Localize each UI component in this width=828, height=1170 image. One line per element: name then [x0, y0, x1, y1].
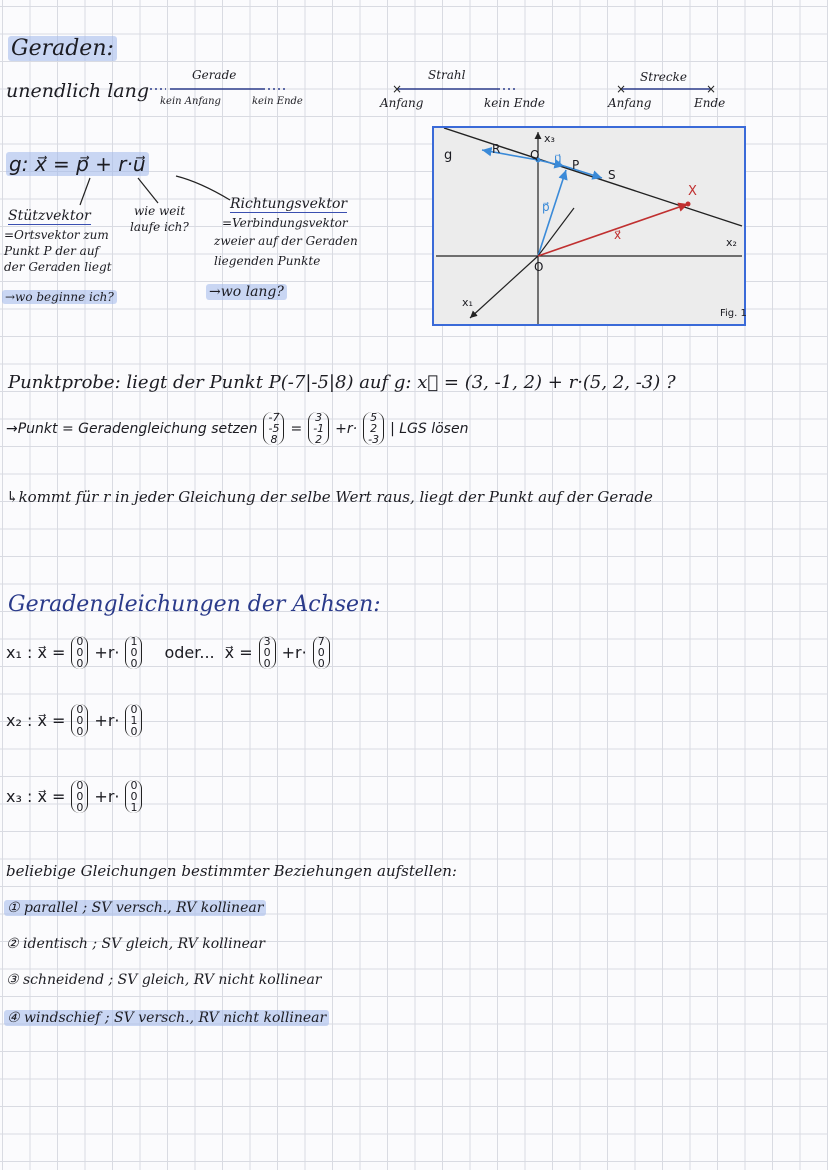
punktprobe-line2-prefix: →Punkt = Geradengleichung setzen — [6, 420, 258, 437]
stuetz-line2: Punkt P der auf — [4, 244, 99, 258]
vector-x — [538, 204, 688, 256]
vector-direction: 5 2 -3 — [363, 412, 384, 445]
label-p: p⃗ — [542, 200, 550, 214]
punktprobe-line3: ↳kommt für r in jeder Gleichung der selbe Wert raus, liegt der Punkt auf der Gerade — [6, 488, 653, 506]
strecke-ende-label: Ende — [694, 96, 726, 110]
strahl-start-cross: × — [392, 82, 403, 96]
figure-caption: Fig. 1 — [720, 308, 747, 319]
strecke-anfang-label: Anfang — [608, 96, 652, 110]
beziehungen-title: beliebige Gleichungen bestimmter Beziehungen aufstellen: — [6, 862, 457, 880]
punktprobe-line2-suffix: | LGS lösen — [390, 420, 469, 437]
connector-richtung — [176, 176, 230, 200]
vector-point: -7 -5 8 — [263, 412, 284, 445]
connector-wieweit — [138, 178, 158, 203]
line-equation: g: x⃗ = p⃗ + r·u⃗ — [6, 152, 149, 176]
label-P: P — [572, 158, 580, 172]
label-x3: x₃ — [544, 132, 555, 145]
unendlich-text: unendlich lang — [6, 80, 149, 102]
label-O: O — [534, 260, 544, 274]
strahl-kein-ende-label: kein Ende — [484, 96, 546, 110]
x2-equation-row: x₂ : x⃗ = 0 0 0 +r· 0 1 0 — [6, 704, 144, 737]
line-g — [444, 128, 742, 226]
label-Q: Q — [530, 148, 540, 162]
label-g: g — [444, 148, 453, 163]
punktprobe-line2: →Punkt = Geradengleichung setzen -7 -5 8 = 3 -1 2 +r· 5 2 -3 | LGS lösen — [6, 411, 469, 446]
richtung-1: Richtungsvektor — [230, 196, 348, 212]
richtung-5: →wo lang? — [206, 284, 287, 300]
richtung-3: zweier auf der Geraden — [214, 234, 358, 248]
x3-equation-row: x₃ : x⃗ = 0 0 0 +r· 0 0 1 — [6, 780, 144, 813]
x1-equation-row: x₁ : x⃗ = 0 0 0 +r· 1 0 0 oder... x⃗ = 3 0 0 +r· 7 0 0 — [6, 636, 332, 669]
helper-line — [538, 208, 574, 256]
label-x2: x₂ — [726, 236, 737, 249]
x1-alt-direction-vector: 7 0 0 — [313, 636, 330, 669]
strecke-label: Strecke — [640, 70, 687, 84]
x3-direction-vector: 0 0 1 — [125, 780, 142, 813]
oder-text: oder... — [164, 643, 215, 662]
kein-ende-label: kein Ende — [252, 96, 303, 107]
x3-label: x₃ : x⃗ = — [6, 787, 66, 806]
label-X: X — [688, 184, 697, 199]
stuetz-line1: =Ortsvektor zum — [4, 228, 109, 242]
vector-support: 3 -1 2 — [308, 412, 329, 445]
achsen-title: Geradengleichungen der Achsen: — [8, 592, 381, 617]
x1-support-vector: 0 0 0 — [71, 636, 88, 669]
beziehung-identisch: ② identisch ; SV gleich, RV kollinear — [6, 936, 265, 952]
axis-x1 — [470, 256, 538, 318]
richtung-4: liegenden Punkte — [214, 254, 321, 268]
beziehung-windschief: ④ windschief ; SV versch., RV nicht kollinear — [4, 1010, 329, 1026]
stuetzvektor-title: Stützvektor — [8, 208, 91, 224]
beziehung-schneidend: ③ schneidend ; SV gleich, RV nicht kollinear — [6, 972, 322, 988]
kein-anfang-label: kein Anfang — [160, 96, 221, 107]
x2-direction-vector: 0 1 0 — [125, 704, 142, 737]
x1-direction-vector: 1 0 0 — [125, 636, 142, 669]
x2-support-vector: 0 0 0 — [71, 704, 88, 737]
stuetz-line3: der Geraden liegt — [4, 260, 112, 274]
figure-svg — [434, 128, 744, 324]
strahl-anfang-label: Anfang — [380, 96, 424, 110]
label-S: S — [608, 168, 616, 182]
x3-support-vector: 0 0 0 — [71, 780, 88, 813]
punktprobe-line1: Punktprobe: liegt der Punkt P(-7|-5|8) auf g: x⃗ = (3, -1, 2) + r·(5, 2, -3) ? — [8, 372, 676, 393]
stuetz-line4: →wo beginne ich? — [2, 290, 117, 304]
label-x: x⃗ — [614, 228, 622, 242]
richtung-2: =Verbindungsvektor — [222, 216, 348, 230]
geometry-figure — [432, 126, 746, 326]
strecke-start-cross: × — [616, 82, 627, 96]
strahl-label: Strahl — [428, 68, 466, 82]
point-X — [686, 202, 691, 207]
x1-alt-support-vector: 3 0 0 — [259, 636, 276, 669]
wieweit-2: laufe ich? — [130, 220, 189, 234]
gerade-label: Gerade — [192, 68, 237, 82]
wieweit-1: wie weit — [134, 204, 186, 218]
label-u: u⃗ — [554, 152, 562, 166]
arrow-to-S — [564, 166, 602, 178]
x2-label: x₂ : x⃗ = — [6, 711, 66, 730]
x1-label: x₁ : x⃗ = — [6, 643, 66, 662]
beziehung-parallel: ① parallel ; SV versch., RV kollinear — [4, 900, 266, 916]
label-x1: x₁ — [462, 296, 473, 309]
page-title: Geraden: — [8, 36, 117, 61]
strecke-end-cross: × — [706, 82, 717, 96]
label-R: R — [492, 142, 501, 156]
connector-stuetz — [80, 178, 90, 205]
